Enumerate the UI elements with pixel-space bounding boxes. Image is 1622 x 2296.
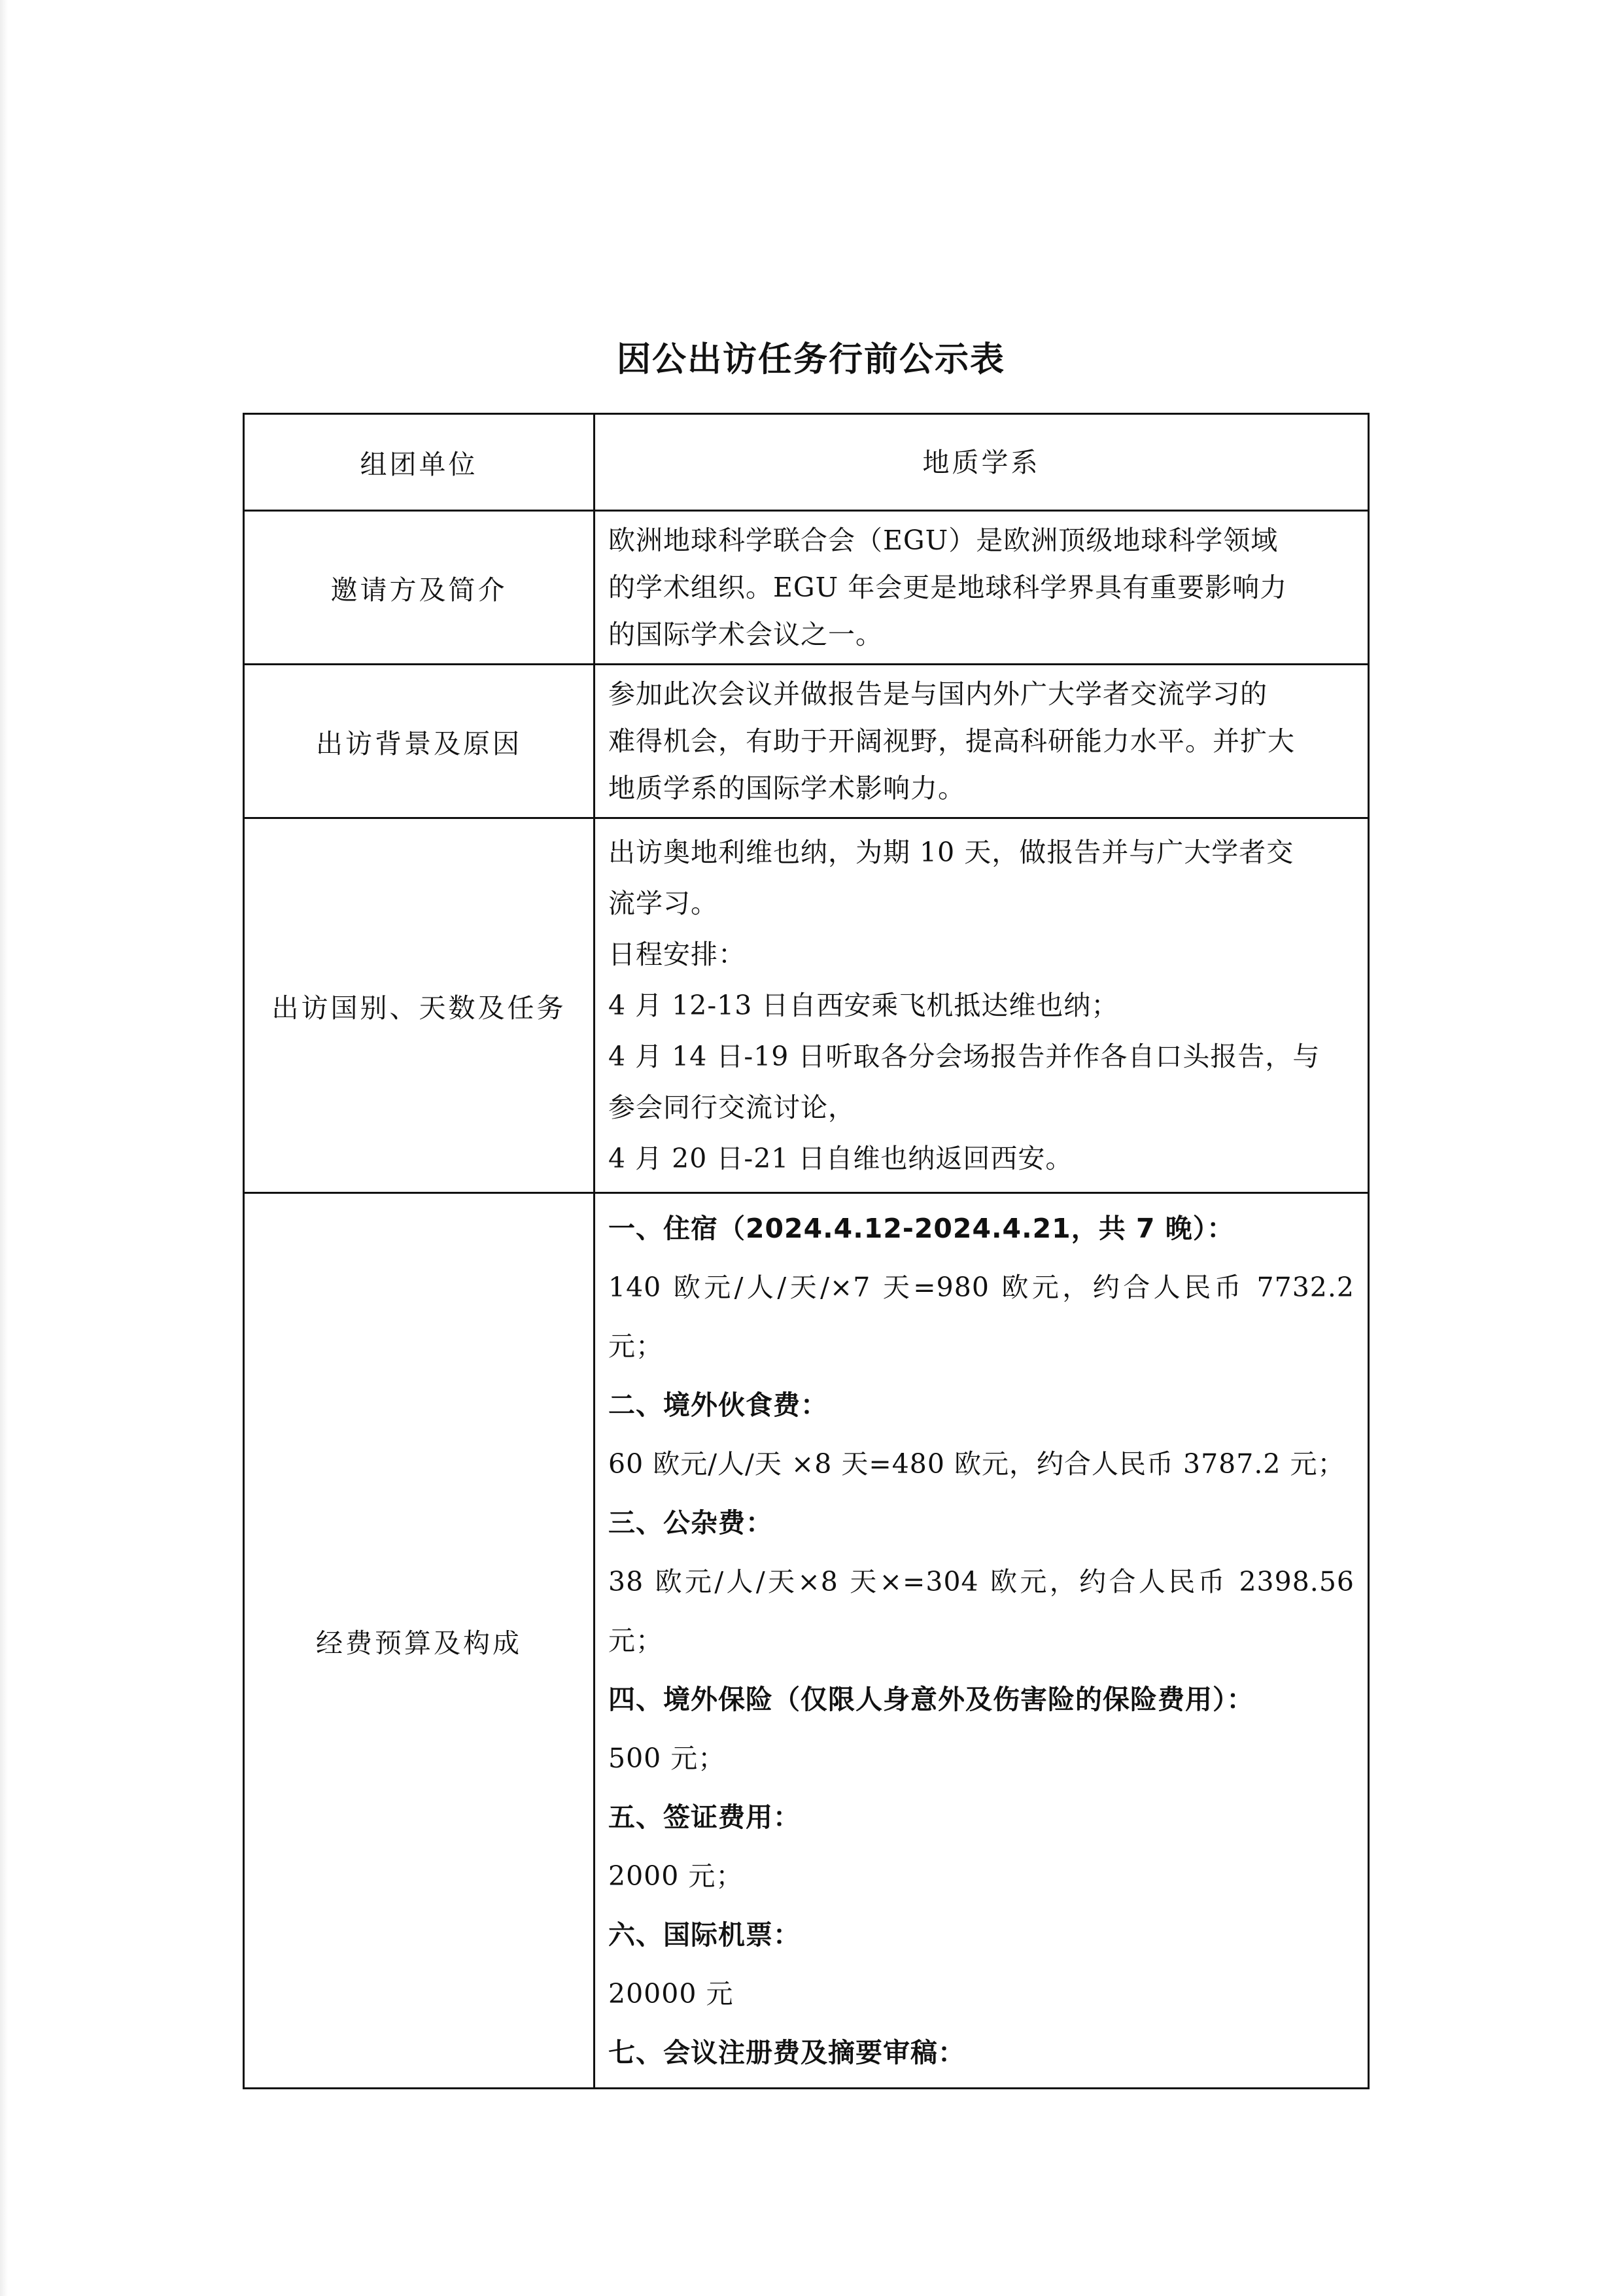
value-budget [595, 1193, 1369, 2089]
itinerary-line: 出访奥地利维也纳，为期 10 天，做报告并与广大学者交 [608, 837, 1294, 868]
budget-item-detail: 38 欧元/人/天×8 天×=304 欧元，约合人民币 2398.56 元； [608, 1566, 1355, 1656]
table-row-inviter [244, 511, 1369, 665]
table-row-budget [244, 1193, 1369, 2089]
budget-item-detail: 20000 元 [608, 1978, 734, 2009]
table-row-itinerary [244, 818, 1369, 1193]
label-itinerary: 出访国别、天数及任务 [244, 818, 595, 1193]
background-line: 地质学系的国际学术影响力。 [608, 773, 965, 804]
inviter-line: 的学术组织。EGU 年会更是地球科学界具有重要影响力 [608, 572, 1288, 603]
page-title: 因公出访任务行前公示表 [616, 340, 1005, 379]
itinerary-line: 4 月 12-13 日自西安乘飞机抵达维也纳； [608, 990, 1119, 1021]
budget-item-heading: 四、境外保险（仅限人身意外及伤害险的保险费用）： [608, 1684, 1254, 1715]
budget-item-detail: 140 欧元/人/天/×7 天=980 欧元，约合人民币 7732.2 元； [608, 1272, 1355, 1362]
label-budget: 经费预算及构成 [244, 1193, 595, 2089]
value-background [595, 665, 1369, 818]
budget-item-heading: 六、国际机票： [608, 1919, 801, 1951]
itinerary-line: 参会同行交流讨论， [608, 1092, 855, 1123]
itinerary-line: 流学习。 [608, 888, 718, 919]
value-inviter [595, 511, 1369, 665]
value-itinerary [595, 818, 1369, 1193]
itinerary-line: 4 月 20 日-21 日自维也纳返回西安。 [608, 1143, 1073, 1174]
budget-item-detail: 60 欧元/人/天 ×8 天=480 欧元，约合人民币 3787.2 元； [608, 1448, 1345, 1480]
label-organizer: 组团单位 [244, 414, 595, 511]
notice-table [243, 413, 1370, 2089]
label-background: 出访背景及原因 [244, 665, 595, 818]
itinerary-line: 4 月 14 日-19 日听取各分会场报告并作各自口头报告，与 [608, 1041, 1320, 1072]
budget-item-heading: 五、签证费用： [608, 1801, 801, 1833]
budget-item-detail: 500 元； [608, 1743, 726, 1774]
background-line: 参加此次会议并做报告是与国内外广大学者交流学习的 [608, 678, 1268, 710]
itinerary-line: 日程安排： [608, 939, 746, 970]
table-row-organizer [244, 414, 1369, 511]
background-line: 难得机会，有助于开阔视野，提高科研能力水平。并扩大 [608, 725, 1295, 757]
budget-item-heading: 三、公杂费： [608, 1507, 773, 1539]
inviter-line: 欧洲地球科学联合会（EGU）是欧洲顶级地球科学领域 [608, 525, 1279, 556]
value-organizer: 地质学系 [595, 414, 1369, 511]
budget-item-heading: 二、境外伙食费： [608, 1389, 828, 1421]
inviter-line: 的国际学术会议之一。 [608, 619, 883, 650]
budget-item-heading: 七、会议注册费及摘要审稿： [608, 2037, 965, 2068]
budget-item-detail: 2000 元； [608, 1860, 744, 1892]
table-row-background [244, 665, 1369, 818]
budget-item-heading: 一、住宿（2024.4.12-2024.4.21，共 7 晚）： [608, 1213, 1235, 1244]
label-inviter: 邀请方及简介 [244, 511, 595, 665]
